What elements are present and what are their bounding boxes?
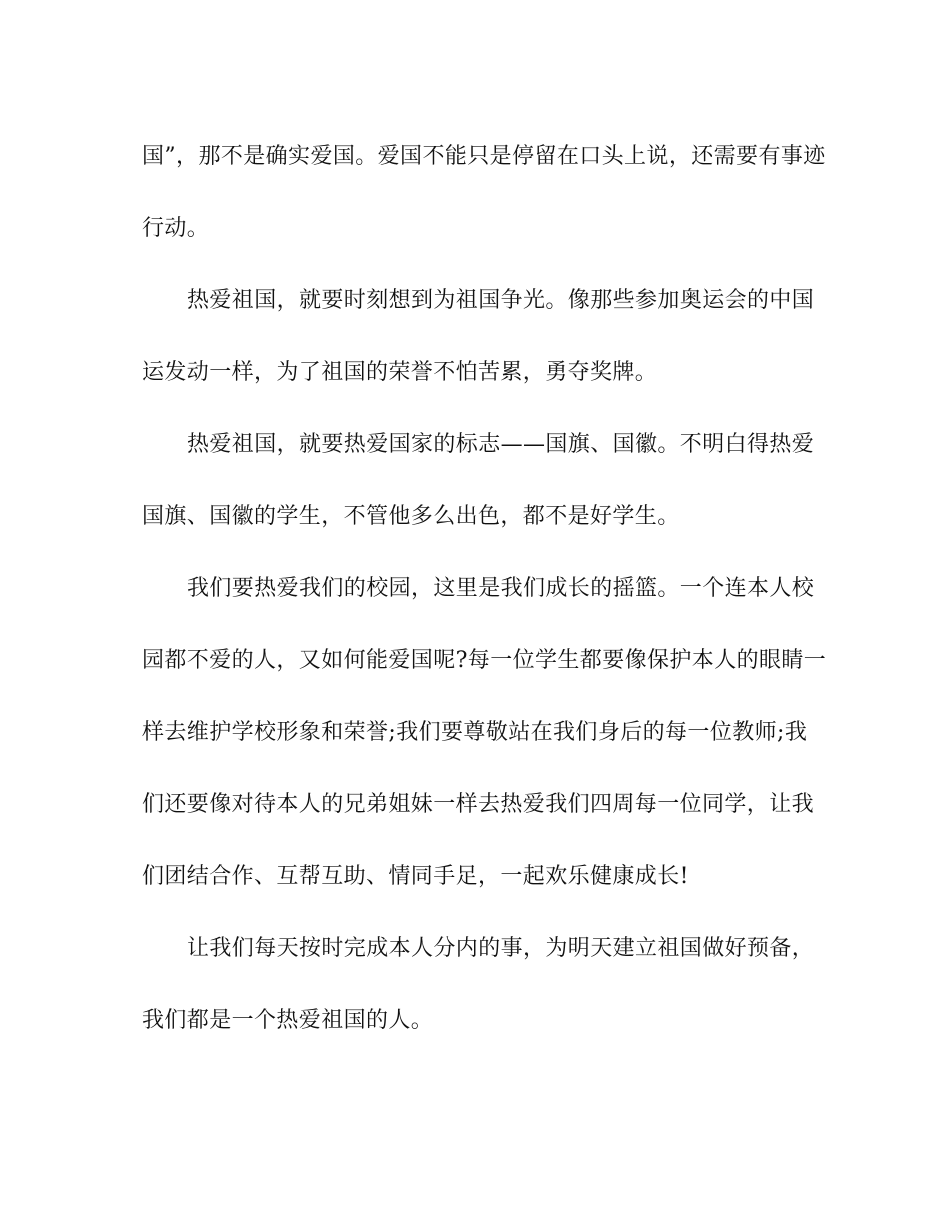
text-line: 我们都是一个热爱祖国的人。 bbox=[142, 1008, 434, 1033]
paragraph-start: 让我们每天按时完成本人分内的事，为明天建立祖国做好预备， bbox=[187, 936, 815, 961]
paragraph-start: 热爱祖国，就要时刻想到为祖国争光。像那些参加奥运会的中国 bbox=[187, 288, 815, 313]
text-line: 们团结合作、互帮互助、情同手足，一起欢乐健康成长! bbox=[142, 864, 689, 889]
text-line: 国旗、国徽的学生，不管他多么出色，都不是好学生。 bbox=[142, 504, 680, 529]
text-line: 行动。 bbox=[142, 216, 210, 241]
paragraph-start: 我们要热爱我们的校园，这里是我们成长的摇篮。一个连本人校 bbox=[187, 576, 815, 601]
text-line: 们还要像对待本人的兄弟姐妹一样去热爱我们四周每一位同学，让我 bbox=[142, 792, 815, 817]
text-line: 园都不爱的人，又如何能爱国呢?每一位学生都要像保护本人的眼睛一 bbox=[142, 648, 827, 673]
paragraph-start: 热爱祖国，就要热爱国家的标志——国旗、国徽。不明白得热爱 bbox=[187, 432, 815, 457]
text-line: 运发动一样，为了祖国的荣誉不怕苦累，勇夺奖牌。 bbox=[142, 360, 658, 385]
text-line: 国”，那不是确实爱国。爱国不能只是停留在口头上说，还需要有事迹 bbox=[142, 144, 826, 169]
text-line: 样去维护学校形象和荣誉;我们要尊敬站在我们身后的每一位教师;我 bbox=[142, 720, 808, 745]
